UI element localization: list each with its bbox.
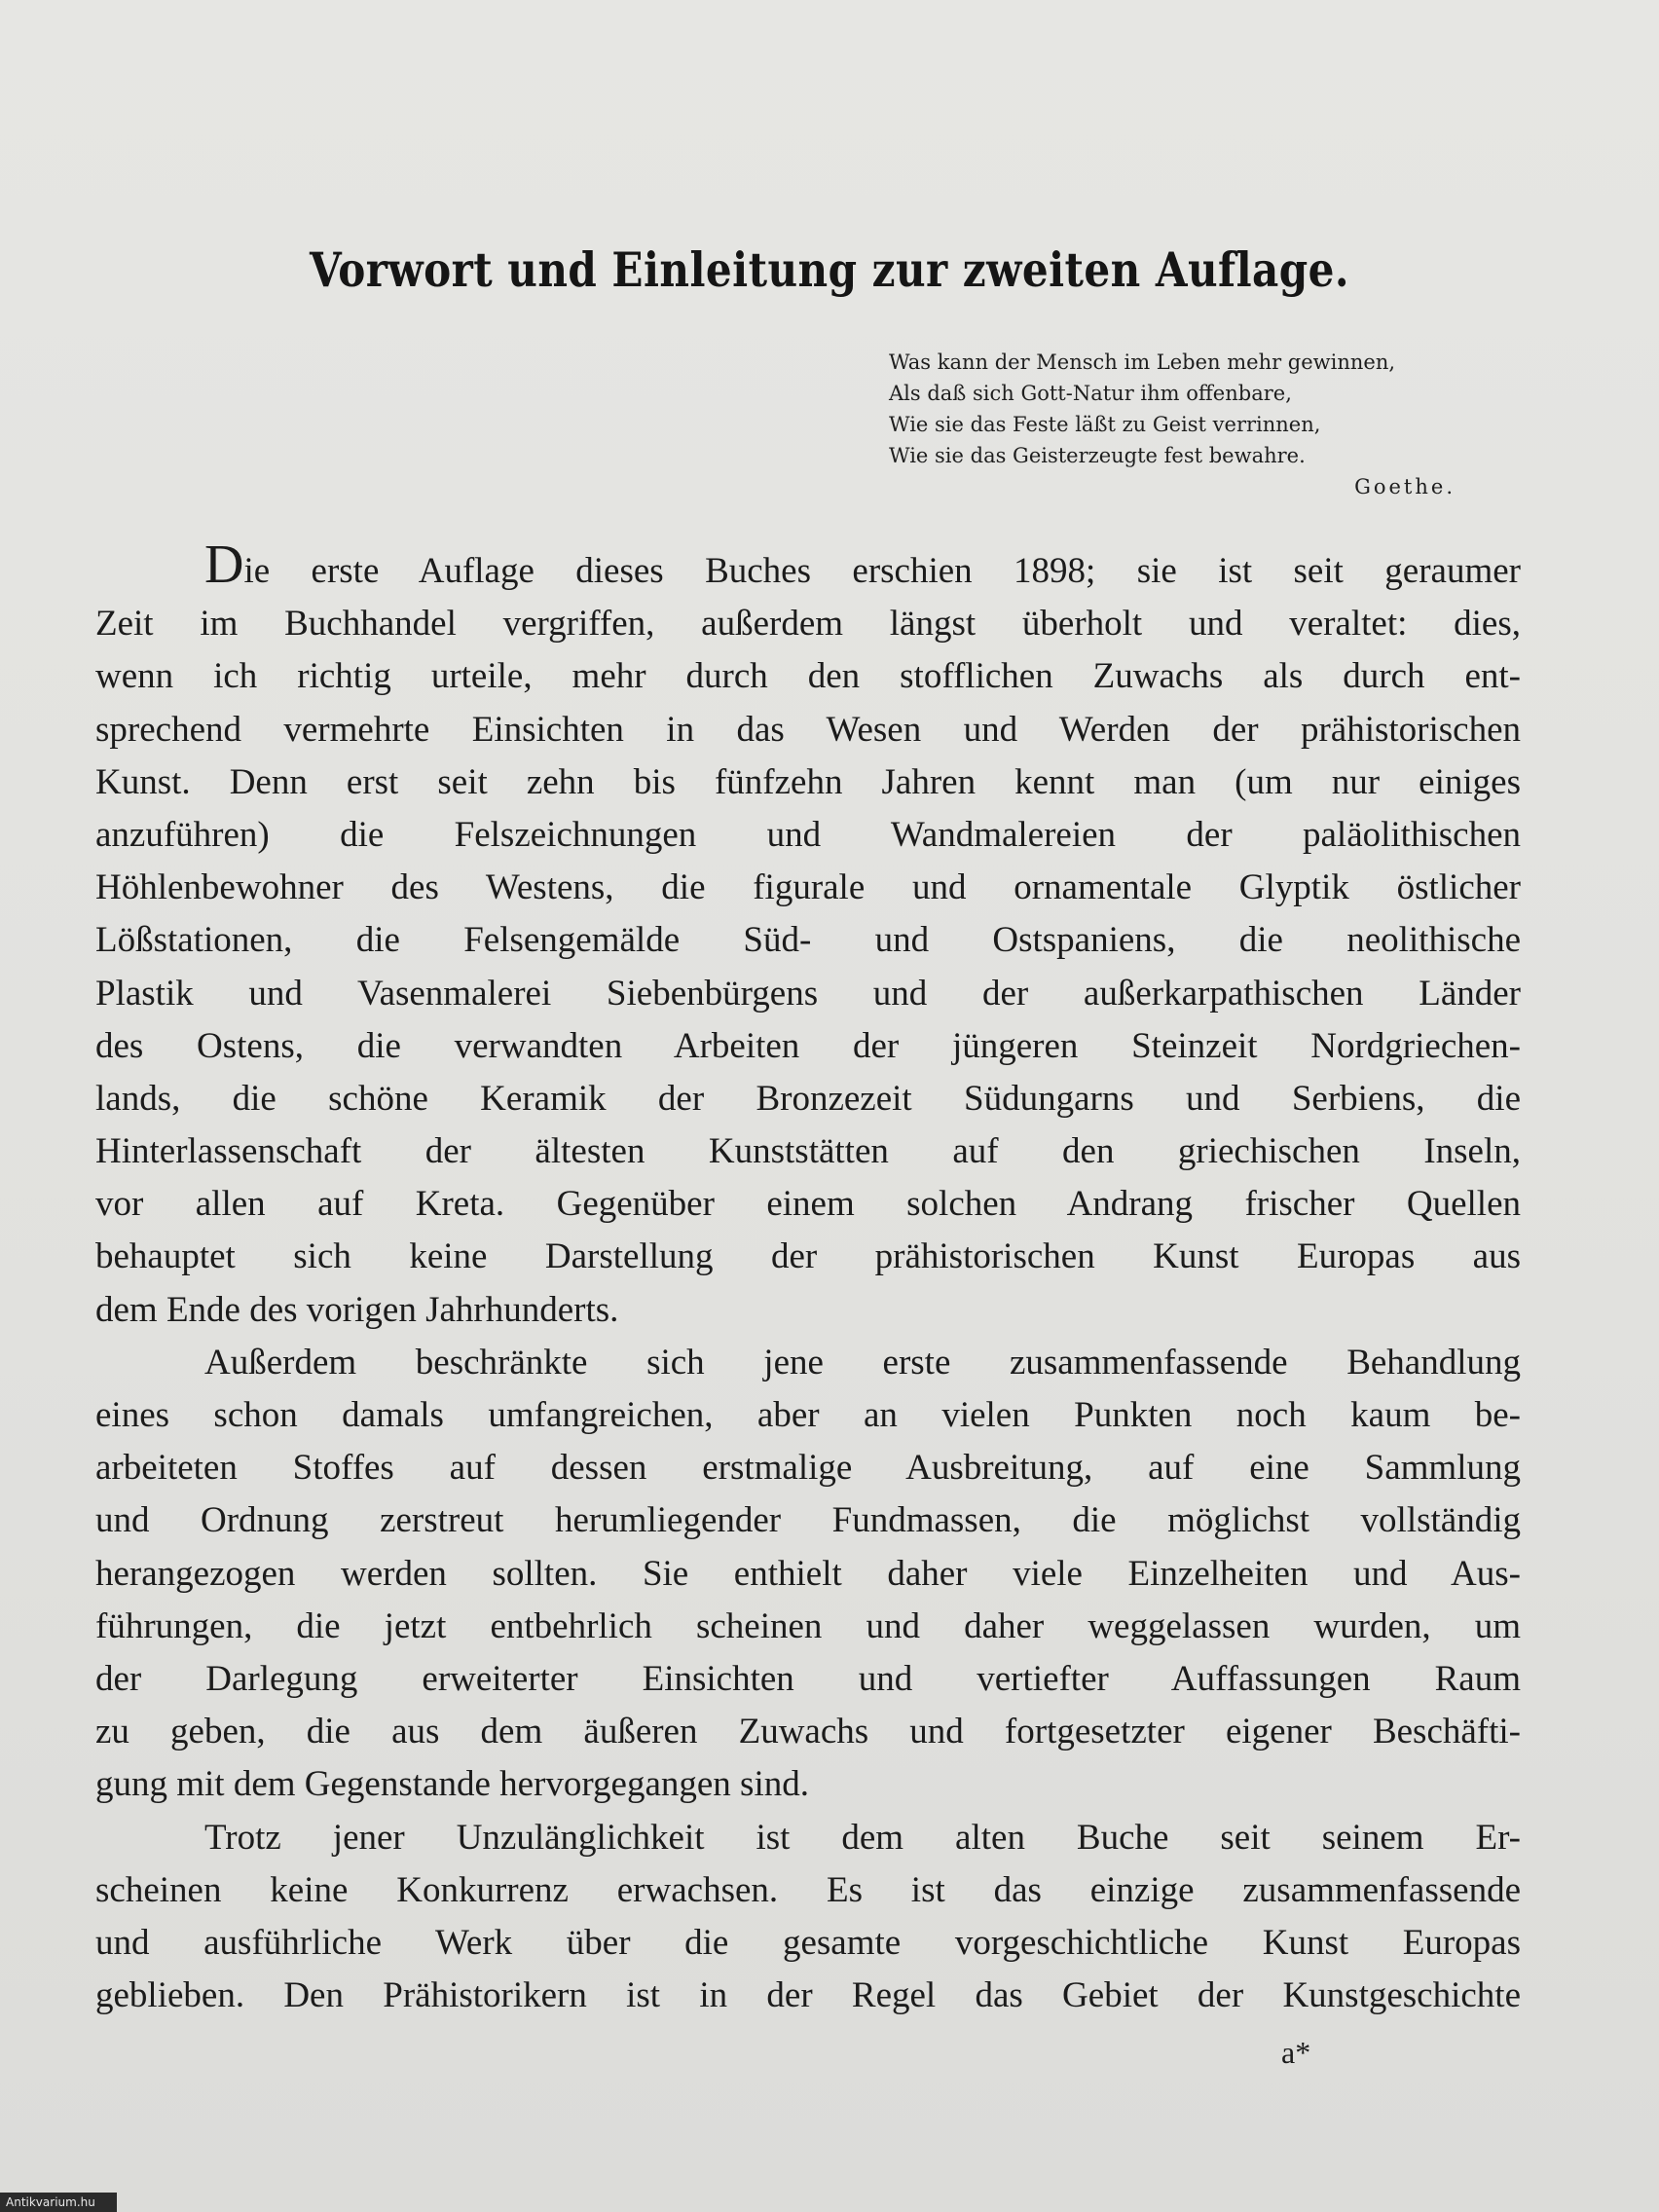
- signature-mark: a*: [1281, 2035, 1311, 2070]
- text-line: Hinterlassenschaft der ältesten Kunststätten auf den griechischen Inseln,: [95, 1131, 1521, 1172]
- text-line: Lößstationen, die Felsengemälde Süd- und Ostspaniens, die neolithische: [95, 920, 1521, 961]
- text-line: gung mit dem Gegenstande hervorgegangen sind.: [95, 1764, 809, 1805]
- text-line: wenn ich richtig urteile, mehr durch den stofflichen Zuwachs als durch ent-: [95, 656, 1521, 697]
- text-line-content: ie erste Auflage dieses Buches erschien 1898; sie ist seit geraumer: [243, 551, 1521, 591]
- text-line: herangezogen werden sollten. Sie enthielt daher viele Einzelheiten und Aus-: [95, 1553, 1521, 1594]
- text-line: des Ostens, die verwandten Arbeiten der jüngeren Steinzeit Nordgriechen-: [95, 1025, 1521, 1066]
- text-line: zu geben, die aus dem äußeren Zuwachs und fortgesetzter eigener Beschäfti-: [95, 1712, 1521, 1752]
- text-line: der Darlegung erweiterter Einsichten und vertiefter Auffassungen Raum: [95, 1658, 1521, 1699]
- text-line: sprechend vermehrte Einsichten in das Wesen und Werden der prähistorischen: [95, 709, 1521, 750]
- text-line: lands, die schöne Keramik der Bronzezeit Südungarns und Serbiens, die: [95, 1078, 1521, 1119]
- epigraph-line: Wie sie das Feste läßt zu Geist verrinnen,: [889, 413, 1321, 436]
- text-line: behauptet sich keine Darstellung der prähistorischen Kunst Europas aus: [95, 1236, 1521, 1277]
- text-line: Trotz jener Unzulänglichkeit ist dem alten Buche seit seinem Er-: [204, 1817, 1521, 1858]
- text-line: anzuführen) die Felszeichnungen und Wandmalereien der paläolithischen: [95, 814, 1521, 855]
- text-line: Außerdem beschränkte sich jene erste zusammenfassende Behandlung: [204, 1342, 1521, 1382]
- paragraph-3: [95, 1812, 1521, 2023]
- text-line: und Ordnung zerstreut herumliegender Fundmassen, die möglichst vollständig: [95, 1500, 1521, 1541]
- epigraph-line: Was kann der Mensch im Leben mehr gewinnen,: [889, 350, 1396, 374]
- text-line: Zeit im Buchhandel vergriffen, außerdem längst überholt und veraltet: dies,: [95, 604, 1521, 645]
- page-title: Vorwort und Einleitung zur zweiten Auflage.: [309, 241, 1349, 298]
- text-line: Höhlenbewohner des Westens, die figurale und ornamentale Glyptik östlicher: [95, 867, 1521, 908]
- text-line: Kunst. Denn erst seit zehn bis fünfzehn Jahren kennt man (um nur einiges: [95, 761, 1521, 802]
- text-line: führungen, die jetzt entbehrlich scheinen und daher weggelassen wurden, um: [95, 1605, 1521, 1646]
- text-line: scheinen keine Konkurrenz erwachsen. Es ist das einzige zusammenfassende: [95, 1869, 1521, 1910]
- text-line: [95, 535, 1521, 598]
- text-line: vor allen auf Kreta. Gegenüber einem solchen Andrang frischer Quellen: [95, 1184, 1521, 1225]
- text-line: und ausführliche Werk über die gesamte vorgeschichtliche Kunst Europas: [95, 1922, 1521, 1963]
- body-text: [95, 535, 1521, 2022]
- text-line: dem Ende des vorigen Jahrhunderts.: [95, 1289, 619, 1330]
- epigraph-line: Als daß sich Gott-Natur ihm offenbare,: [889, 382, 1292, 405]
- text-line: Plastik und Vasenmalerei Siebenbürgens und der außerkarpathischen Länder: [95, 973, 1521, 1014]
- epigraph-line: Wie sie das Geisterzeugte fest bewahre.: [889, 444, 1306, 467]
- paragraph-2: [95, 1337, 1521, 1812]
- text-line: geblieben. Den Prähistorikern ist in der Regel das Gebiet der Kunstgeschichte: [95, 1975, 1521, 2016]
- watermark: Antikvarium.hu: [0, 2193, 117, 2212]
- dropcap-letter: D: [204, 535, 244, 595]
- text-line: arbeiteten Stoffes auf dessen erstmalige Ausbreitung, auf eine Sammlung: [95, 1448, 1521, 1489]
- paragraph-1: [95, 535, 1521, 1337]
- text-line: eines schon damals umfangreichen, aber an vielen Punkten noch kaum be-: [95, 1395, 1521, 1435]
- epigraph: [889, 347, 1473, 502]
- epigraph-author: Goethe.: [1354, 475, 1456, 498]
